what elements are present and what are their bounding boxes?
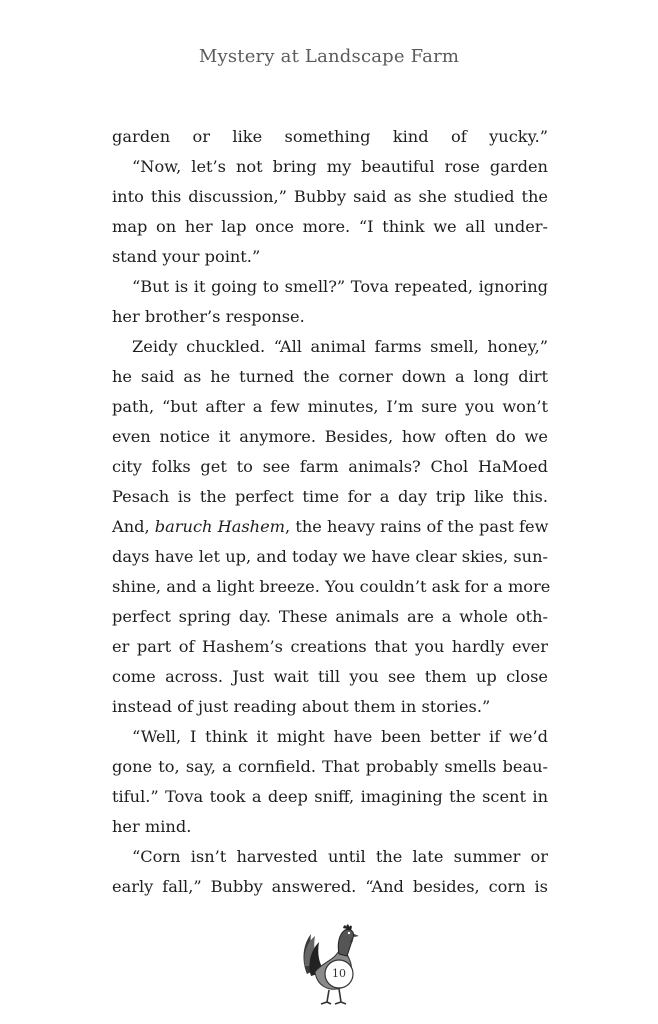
text-line: perfect spring day. These animals are a whole oth- — [112, 607, 548, 626]
text-line: days have let up, and today we have clear skies, sun- — [112, 547, 548, 566]
text-line: even notice it anymore. Besides, how often do we — [112, 427, 548, 446]
text-line: garden or like something kind of yucky.” — [112, 127, 548, 146]
text-line: “Corn isn’t harvested until the late summer or — [132, 847, 548, 866]
text-line: city folks get to see farm animals? Chol HaMoed — [112, 457, 548, 476]
text-line: “Now, let’s not bring my beautiful rose garden — [132, 157, 548, 176]
running-head-title: Mystery at Landscape Farm — [198, 46, 460, 67]
text-run: , the heavy rains of the past few — [285, 517, 549, 536]
text-line: Zeidy chuckled. “All animal farms smell, honey,” — [132, 337, 548, 356]
text-line: shine, and a light breeze. You couldn’t ask for a more — [112, 577, 551, 596]
text-line: Pesach is the perfect time for a day trip like this. — [112, 487, 548, 506]
text-line: map on her lap once more. “I think we all under- — [112, 217, 548, 236]
text-run: And, — [112, 517, 155, 536]
text-line: instead of just reading about them in stories.” — [112, 697, 491, 716]
text-line: er part of Hashem’s creations that you hardly ever — [112, 637, 548, 656]
text-line: stand your point.” — [112, 247, 261, 266]
text-line: early fall,” Bubby answered. “And besides, corn is — [112, 877, 548, 896]
body-text — [112, 122, 551, 902]
text-line: he said as he turned the corner down a long dirt — [112, 367, 548, 386]
text-line: her brother’s response. — [112, 307, 305, 326]
text-line: gone to, say, a cornfield. That probably smells beau- — [112, 757, 548, 776]
text-line: come across. Just wait till you see them up close — [112, 667, 548, 686]
text-line: “Well, I think it might have been better if we’d — [132, 727, 548, 746]
text-line: her mind. — [112, 817, 192, 836]
page-number: 10 — [332, 967, 346, 980]
text-line: tiful.” Tova took a deep sniff, imagining the scent in — [112, 787, 548, 806]
text-line: “But is it going to smell?” Tova repeated, ignoring — [132, 277, 548, 296]
text-line-with-italic — [112, 512, 548, 542]
text-line: path, “but after a few minutes, I’m sure you won’t — [112, 397, 548, 416]
italic-phrase: baruch Hashem — [154, 517, 286, 536]
text-line: into this discussion,” Bubby said as she studied the — [112, 187, 548, 206]
